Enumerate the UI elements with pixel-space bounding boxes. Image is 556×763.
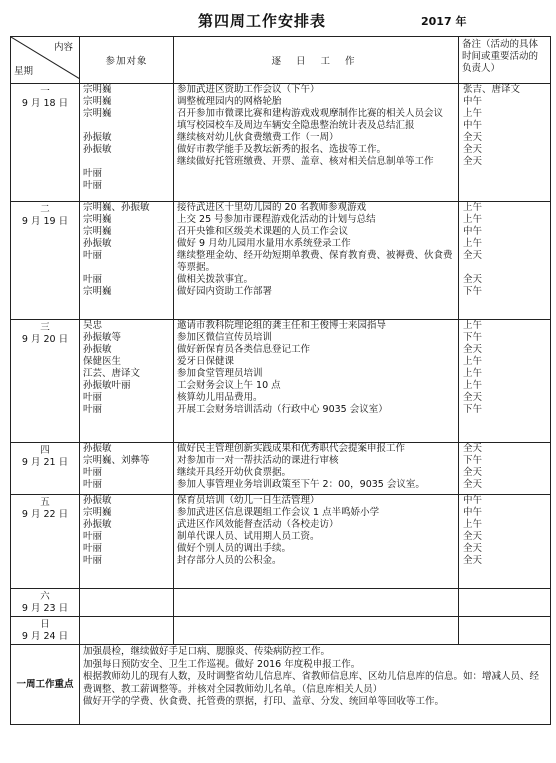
- task-line: 封存部分人员的公积金。: [177, 555, 282, 566]
- note-line: 张吉、唐译文: [463, 84, 521, 95]
- header-daily-work: 逐 日 工 作: [174, 37, 459, 84]
- task-line: 开展工会财务培训活动（行政中心 9035 会议室）: [177, 404, 388, 415]
- participants-cell: [80, 84, 174, 202]
- weekday-label: 六: [40, 591, 50, 602]
- task-line: 继续做好托管班缴费、开票、盖章、核对相关信息制单等工作: [177, 156, 434, 167]
- date-label: 9 月 21 日: [21, 457, 69, 468]
- note-line: 中午: [463, 495, 483, 506]
- date-label: 9 月 23 日: [21, 603, 69, 614]
- tasks-cell: [174, 202, 459, 320]
- notes-cell: [459, 320, 551, 443]
- date-label: 9 月 20 日: [21, 334, 69, 345]
- participant-line: 叶丽: [83, 543, 103, 554]
- participant-line: 叶丽: [83, 168, 103, 179]
- focus-item: 做好开学的学费、伙食费、托管费的票据，打印、盖章、分发、统回单等回收等工作。: [83, 696, 445, 707]
- task-line: 填写校园校车及周边车辆安全隐患整治统计表及总结汇报: [177, 120, 415, 131]
- note-line: 全天: [463, 132, 483, 143]
- task-line: 继续整理金幼、经开幼短期单教费、保育教育费、被褥费、伙食费等票据。: [177, 250, 453, 273]
- participant-line: 叶丽: [83, 531, 103, 542]
- notes-cell: [459, 617, 551, 645]
- focus-content: [80, 645, 551, 725]
- notes-cell: [459, 495, 551, 589]
- note-line: 中午: [463, 96, 483, 107]
- task-line: 武进区作风效能督查活动（各校走访）: [177, 519, 339, 530]
- focus-item: 加强晨检，继续做好手足口病、腮腺炎、传染病防控工作。: [83, 646, 331, 657]
- task-line: 召开参加市微课比赛和建构游戏戏观摩制作比赛的相关人员会议: [177, 108, 444, 119]
- page-title: 第四周工作安排表: [198, 12, 327, 30]
- task-line: 爱牙日保健课: [177, 356, 235, 367]
- note-line: 上午: [463, 368, 483, 379]
- task-line: 对参加市一对一帮扶活动的课进行审核: [177, 455, 339, 466]
- participant-line: 叶丽: [83, 555, 103, 566]
- day-row: [11, 84, 551, 202]
- task-line: 邀请市教科院理论组的龚主任和王俊博士来园指导: [177, 320, 387, 331]
- note-line: 全天: [463, 392, 483, 403]
- participant-line: 孙振敏: [83, 238, 112, 249]
- tasks-cell: [174, 617, 459, 645]
- participants-cell: [80, 589, 174, 617]
- day-row: [11, 495, 551, 589]
- weekday-label: 五: [40, 497, 50, 508]
- note-line: 全天: [463, 543, 483, 554]
- focus-label: 一周工作重点: [11, 645, 80, 725]
- task-line: 做相关拨款事宜。: [177, 274, 254, 285]
- header-row: [11, 37, 551, 84]
- participant-line: 吴忠: [83, 320, 103, 331]
- participant-line: 孙振敏: [83, 495, 112, 506]
- task-line: 参加区微信宣传员培训: [177, 332, 273, 343]
- task-line: 做好新保育员各类信息登记工作: [177, 344, 311, 355]
- participants-cell: [80, 495, 174, 589]
- participant-line: 孙振敏: [83, 144, 112, 155]
- note-line: 全天: [463, 344, 483, 355]
- participant-line: 叶丽: [83, 274, 103, 285]
- day-cell: [11, 495, 80, 589]
- participant-line: 宗明巍: [83, 286, 112, 297]
- notes-cell: [459, 589, 551, 617]
- header-notes: 备注（活动的具体时间或重要活动的负责人）: [459, 37, 551, 84]
- note-line: 上午: [463, 202, 483, 213]
- date-label: 9 月 18 日: [21, 98, 69, 109]
- focus-item: 根据教师幼儿的现有人数，及时调整省幼儿信息库、省教师信息库、区幼儿信息库的信息。如：增减人员、经费调整、教工薪调整等。并核对全园教师幼儿名单。（信息库相关人员）: [83, 671, 540, 695]
- task-line: 接待武进区十里幼儿园的 20 名教师参观游戏: [177, 202, 367, 213]
- participants-cell: [80, 202, 174, 320]
- task-line: 召开央锥和区级美术课题的人员工作会议: [177, 226, 349, 237]
- participant-line: 孙振敏: [83, 443, 112, 454]
- task-line: 调整梳理园内的网格轮胎: [177, 96, 282, 107]
- day-row: [11, 202, 551, 320]
- participant-line: 宗明巍、孙振敏: [83, 202, 150, 213]
- note-line: 全天: [463, 156, 483, 167]
- schedule-table: [10, 36, 551, 725]
- note-line: 全天: [463, 479, 483, 490]
- participant-line: 叶丽: [83, 404, 103, 415]
- day-row: [11, 320, 551, 443]
- note-line: 中午: [463, 226, 483, 237]
- note-line: 上午: [463, 238, 483, 249]
- participants-cell: [80, 617, 174, 645]
- day-cell: [11, 202, 80, 320]
- note-line: [459, 262, 550, 274]
- weekday-label: 二: [40, 204, 50, 215]
- day-row: [11, 589, 551, 617]
- note-line: 中午: [463, 120, 483, 131]
- day-row: [11, 443, 551, 495]
- weekday-label: 三: [40, 322, 50, 333]
- participant-line: 孙振敏: [83, 132, 112, 143]
- focus-item: 加强每日预防安全、卫生工作巡视。做好 2016 年度税申报工作。: [83, 658, 361, 670]
- task-line: 继续核对幼儿伙食费缴费工作（一周）: [177, 132, 339, 143]
- participant-line: 孙振敏: [83, 519, 112, 530]
- participant-line: 叶丽: [83, 180, 103, 191]
- note-line: 全天: [463, 467, 483, 478]
- task-line: 做好 9 月幼儿园用水量用水系统登录工作: [177, 238, 351, 249]
- header-weekday-label: 星期: [14, 66, 34, 77]
- note-line: 全天: [463, 144, 483, 155]
- participant-line: 孙振敏: [83, 344, 112, 355]
- task-line: 工会财务会议上午 10 点: [177, 380, 281, 391]
- focus-row: [11, 645, 551, 725]
- participant-line: 宗明巍: [83, 214, 112, 225]
- participant-line: 叶丽: [83, 479, 103, 490]
- note-line: 上午: [463, 320, 483, 331]
- note-line: 全天: [463, 443, 483, 454]
- participant-line: 宗明巍: [83, 96, 112, 107]
- day-cell: [11, 320, 80, 443]
- participant-line: 宗明巍: [83, 108, 112, 119]
- day-cell: [11, 617, 80, 645]
- task-line: 上交 25 号参加市课程游戏化活动的计划与总结: [177, 214, 376, 225]
- task-line: 参加武进区信息课题组工作会议 1 点半鸣娇小学: [177, 507, 380, 518]
- weekday-label: 一: [40, 86, 50, 97]
- task-line: 做好民主管理创新实践成果和优秀职代会提案申报工作: [177, 443, 406, 454]
- note-line: 上午: [463, 380, 483, 391]
- participant-line: 叶丽: [83, 392, 103, 403]
- task-line: 做好个别人员的调出手续。: [177, 543, 292, 554]
- header-content-label: 内容: [53, 42, 73, 53]
- notes-cell: [459, 443, 551, 495]
- day-cell: [11, 589, 80, 617]
- task-line: 参加武进区资助工作会议（下午）: [177, 84, 320, 95]
- note-line: 上午: [463, 214, 483, 225]
- note-line: 上午: [463, 356, 483, 367]
- day-cell: [11, 443, 80, 495]
- note-line: 下午: [463, 332, 483, 343]
- note-line: 全天: [463, 274, 483, 285]
- note-line: 全天: [463, 531, 483, 542]
- note-line: 下午: [463, 286, 483, 297]
- participant-line: 江芸、唐译文: [83, 368, 141, 379]
- participant-line: 保健医生: [83, 356, 122, 367]
- task-line: 做好园内资助工作部署: [177, 286, 273, 297]
- participants-cell: [80, 320, 174, 443]
- participant-line: 叶丽: [83, 467, 103, 478]
- weekday-label: 四: [40, 445, 50, 456]
- task-line: 继续开具经开幼伙食票据。: [177, 467, 292, 478]
- note-line: 全天: [463, 555, 483, 566]
- participants-cell: [80, 443, 174, 495]
- notes-cell: [459, 202, 551, 320]
- date-label: 9 月 19 日: [21, 216, 69, 227]
- participant-line: 宗明巍: [83, 507, 112, 518]
- task-line: 做好市教学能手及教坛新秀的报名、选拔等工作。: [177, 144, 387, 155]
- tasks-cell: [174, 495, 459, 589]
- task-line: 制单代课人员、试用期人员工资。: [177, 531, 320, 542]
- tasks-cell: [174, 84, 459, 202]
- note-line: 中午: [463, 507, 483, 518]
- task-line: 参加人事管理业务培训政策至下午 2：00，9035 会议室。: [177, 479, 425, 490]
- year-label: 2017 年: [421, 15, 467, 28]
- note-line: 上午: [463, 519, 483, 530]
- note-line: 全天: [463, 250, 483, 261]
- diagonal-header-cell: [11, 37, 80, 84]
- participant-line: 宗明巍: [83, 226, 112, 237]
- header-participants: 参加对象: [80, 37, 174, 84]
- participant-line: 孙振敏等: [83, 332, 122, 343]
- tasks-cell: [174, 443, 459, 495]
- tasks-cell: [174, 320, 459, 443]
- notes-cell: [459, 84, 551, 202]
- task-line: 参加食堂管理员培训: [177, 368, 263, 379]
- note-line: 下午: [463, 455, 483, 466]
- task-line: 保育员培训（幼儿一日生活管理）: [177, 495, 320, 506]
- participant-line: 叶丽: [83, 250, 103, 261]
- participant-line: 孙振敏叶丽: [83, 380, 131, 391]
- day-cell: [11, 84, 80, 202]
- task-line: 核算幼儿用品费用。: [177, 392, 263, 403]
- tasks-cell: [174, 589, 459, 617]
- participant-line: 宗明巍、刘彝等: [83, 455, 150, 466]
- participant-line: [80, 262, 173, 274]
- day-row: [11, 617, 551, 645]
- participant-line: 宗明巍: [83, 84, 112, 95]
- note-line: 下午: [463, 404, 483, 415]
- date-label: 9 月 24 日: [21, 631, 69, 642]
- date-label: 9 月 22 日: [21, 509, 69, 520]
- weekday-label: 日: [40, 619, 50, 630]
- note-line: 上午: [463, 108, 483, 119]
- title-bar: [0, 10, 556, 34]
